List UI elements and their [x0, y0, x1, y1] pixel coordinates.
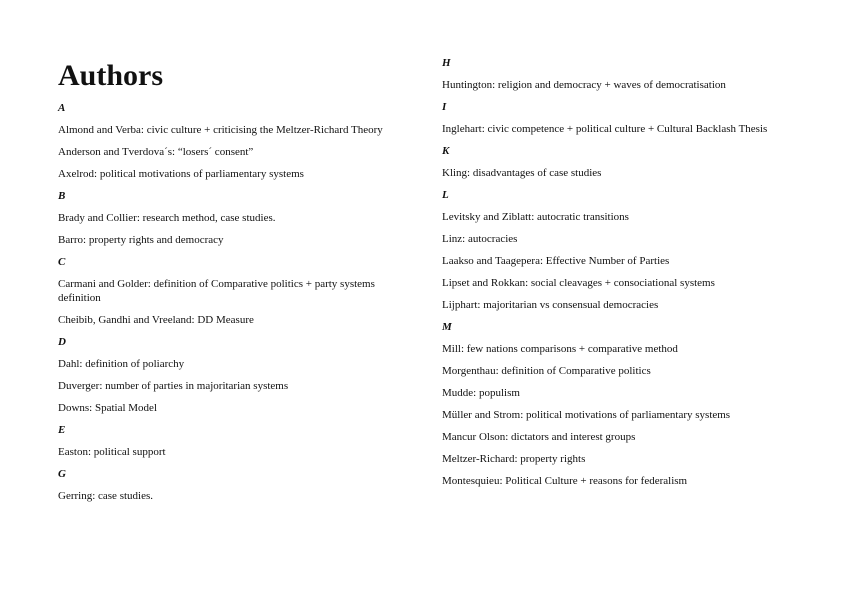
author-entry: Anderson and Tverdova´s: “losers´ consent”: [58, 146, 254, 158]
right-column: [442, 56, 792, 496]
author-entry: Dahl: definition of poliarchy: [58, 358, 185, 370]
author-entry: Lijphart: majoritarian vs consensual democracies: [442, 299, 659, 311]
author-entry: Axelrod: political motivations of parliamentary systems: [58, 168, 304, 180]
author-entry: Duverger: number of parties in majoritarian systems: [58, 380, 289, 392]
author-entry: Inglehart: civic competence + political culture + Cultural Backlash Thesis: [442, 123, 768, 135]
author-entry: Cheibib, Gandhi and Vreeland: DD Measure: [58, 314, 254, 326]
author-entry: Müller and Strom: political motivations of parliamentary systems: [442, 409, 731, 421]
author-entry: Montesquieu: Political Culture + reasons for federalism: [442, 475, 688, 487]
left-column: [58, 101, 408, 511]
section-letter-c: C: [58, 256, 66, 268]
author-entry: Barro: property rights and democracy: [58, 234, 224, 246]
author-entry: Morgenthau: definition of Comparative politics: [442, 365, 651, 377]
author-entry: Laakso and Taagepera: Effective Number of Parties: [442, 255, 670, 267]
author-entry: Kling: disadvantages of case studies: [442, 167, 602, 179]
author-entry: Lipset and Rokkan: social cleavages + consociational systems: [442, 277, 715, 289]
author-entry: Meltzer-Richard: property rights: [442, 453, 586, 465]
section-letter-k: K: [442, 145, 450, 157]
author-entry: Huntington: religion and democracy + waves of democratisation: [442, 79, 726, 91]
author-entry: Downs: Spatial Model: [58, 402, 157, 414]
author-entry: Mancur Olson: dictators and interest groups: [442, 431, 636, 443]
author-entry: Brady and Collier: research method, case studies.: [58, 212, 276, 224]
section-letter-i: I: [442, 101, 447, 113]
author-entry: Carmani and Golder: definition of Comparative politics + party systems definition: [58, 278, 375, 304]
section-letter-d: D: [58, 336, 66, 348]
section-letter-h: H: [442, 57, 451, 69]
author-entry: Almond and Verba: civic culture + criticising the Meltzer-Richard Theory: [58, 124, 383, 136]
author-entry: Levitsky and Ziblatt: autocratic transitions: [442, 211, 629, 223]
section-letter-a: A: [58, 102, 66, 114]
page-title: Authors: [58, 59, 164, 92]
section-letter-e: E: [58, 424, 66, 436]
author-entry: Linz: autocracies: [442, 233, 518, 245]
section-letter-b: B: [58, 190, 66, 202]
author-entry: Gerring: case studies.: [58, 490, 153, 502]
section-letter-g: G: [58, 468, 66, 480]
author-entry: Easton: political support: [58, 446, 166, 458]
author-entry: Mill: few nations comparisons + comparative method: [442, 343, 678, 355]
section-letter-l: L: [442, 189, 449, 201]
section-letter-m: M: [442, 321, 452, 333]
author-entry: Mudde: populism: [442, 387, 520, 399]
